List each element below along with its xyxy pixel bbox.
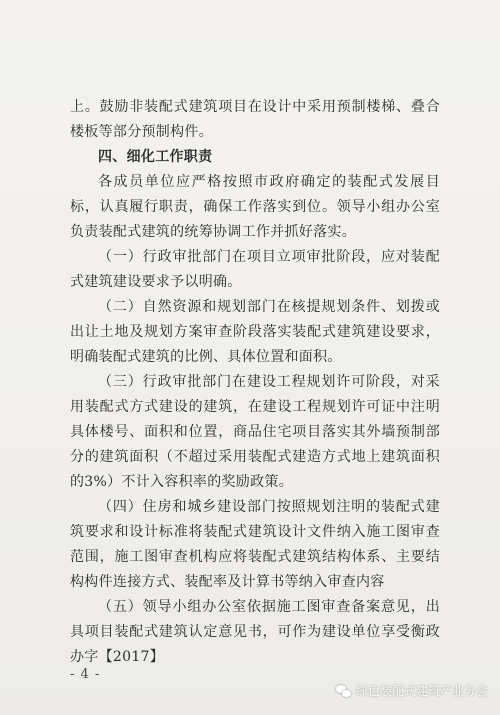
paragraph-continuation: 上。鼓励非装配式建筑项目在设计中采用预制楼梯、叠合楼板等部分预制构件。 [70, 99, 440, 140]
paragraph-item-4: （四）住房和城乡建设部门按照规划注明的装配式建筑要求和设计标准将装配式建筑设计文件纳入施工图审查范围，施工图审查机构应将装配式建筑结构体系、主要结构构件连接方式、装配率及计算书等纳入审查内容 [70, 499, 440, 590]
section-heading: 四、细化工作职责 [98, 149, 213, 165]
paragraph-responsibilities: 各成员单位应严格按照市政府确定的装配式发展目标，认真履行职责，确保工作落实到位。领导小组办公室负责装配式建筑的统筹协调工作并抓好落实。 [70, 174, 440, 240]
paragraph-item-2: （二）自然资源和规划部门在核提规划条件、划拨或出让土地及规划方案审查阶段落实装配式建筑建设要求，明确装配式建筑的比例、具体位置和面积。 [70, 299, 440, 365]
watermark [336, 682, 488, 699]
page-number: - 4 - [70, 667, 101, 682]
paragraph-item-5: （五）领导小组办公室依据施工图审查备案意见，出具项目装配式建筑认定意见书，可作为建设单位享受衡政办字【2017】 [70, 599, 440, 665]
document-body [70, 95, 440, 670]
watermark-text: 绿色装配式建筑产业分会 [355, 684, 488, 698]
paragraph-item-1: （一）行政审批部门在项目立项审批阶段，应对装配式建筑建设要求予以明确。 [70, 249, 440, 290]
paragraph-item-3: （三）行政审批部门在建设工程规划许可阶段，对采用装配式方式建设的建筑，在建设工程规划许可证中注明具体楼号、面积和位置，商品住宅项目落实其外墙预制部分的建筑面积（不超过采用装配式建造方式地上建筑面积的3%）不计入容积率的奖励政策。 [70, 374, 440, 490]
wechat-icon [336, 684, 352, 698]
